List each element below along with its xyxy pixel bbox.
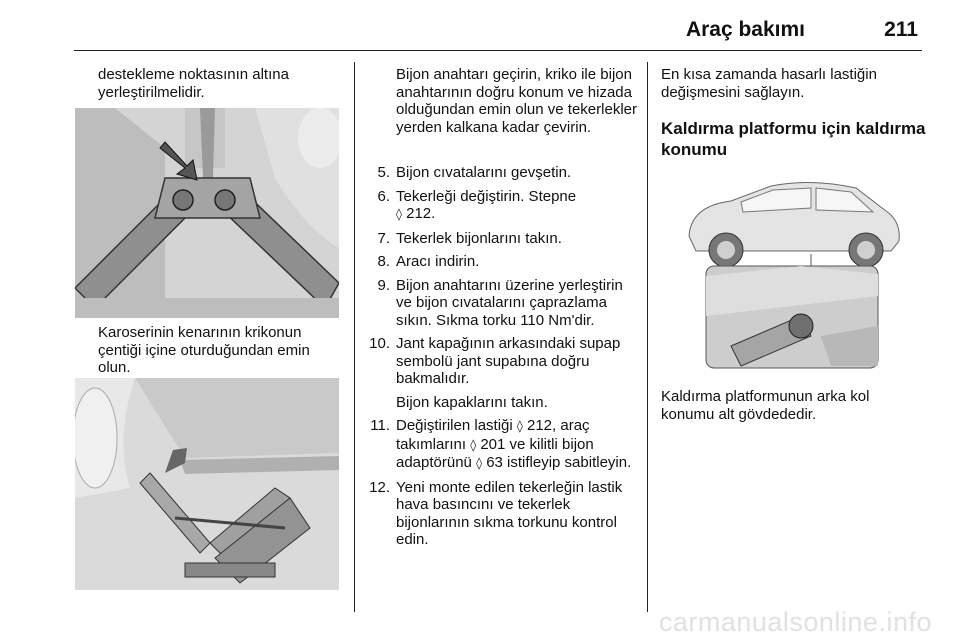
cross-reference-icon: ◊ [396, 207, 402, 221]
page-number: 211 [884, 18, 918, 41]
cross-reference-icon: ◊ [470, 437, 477, 452]
jack-under-car-illustration [75, 378, 339, 590]
header-rule [74, 50, 922, 51]
col2-intro: Bijon anahtarı geçirin, kriko ile bijon anahtarının doğru konum ve hizada olduğundan emin olun ve tekerlekler yerden kalkana kadar çevirin. [396, 66, 637, 136]
list-item: 5. Bijon cıvatalarını gevşetin. [377, 164, 572, 181]
lift-point-illustration [661, 166, 925, 372]
step-list [352, 164, 638, 555]
cross-reference-icon: ◊ [476, 456, 483, 470]
list-item: 8. Aracı indirin. [377, 253, 480, 270]
col3-paragraph-1: En kısa zamanda hasarlı lastiğin değişmesini sağlayın. [661, 66, 877, 101]
list-item: 12. Yeni monte edilen tekerleğin lastik hava basıncını ve tekerlek bijonlarının sıkma torkunu kontrol edin. [369, 478, 623, 548]
list-item: 7. Tekerlek bijonlarını takın. [377, 229, 562, 247]
watermark: carmanualsonline.info [658, 607, 932, 637]
list-item: 6. Tekerleği değiştirin. Stepne ◊ 212. [377, 187, 577, 222]
running-header: Araç bakımı [685, 18, 805, 41]
list-item: 10. Jant kapağının arkasındaki supap sembolü jant supabına doğru bakmalıdır. Bijon kapaklarını takın. [369, 335, 621, 411]
jack-closeup-illustration [75, 108, 339, 318]
col1-paragraph-2: Karoserinin kenarının krikonun çentiği içine oturduğundan emin olun. [98, 324, 310, 376]
column-divider-2 [647, 62, 648, 612]
col1-paragraph-1: destekleme noktasının altına yerleştirilmelidir. [98, 66, 289, 101]
list-item: 9. Bijon anahtarını üzerine yerleştirin ve bijon cıvatalarını çaprazlama sıkın. Sıkma torku 110 Nm'dir. [377, 276, 623, 329]
cross-reference-icon: ◊ [516, 419, 523, 433]
section-heading: Kaldırma platformu için kaldırma konumu [661, 119, 926, 159]
list-item: 11. Değiştirilen lastiği ◊ 212, araç takımlarını ◊ 201 ve kilitli bijon adaptörünü ◊ 63 istifleyip sabitleyin. [370, 417, 632, 471]
col3-paragraph-2: Kaldırma platformunun arka kol konumu alt gövdededir. [661, 388, 870, 423]
